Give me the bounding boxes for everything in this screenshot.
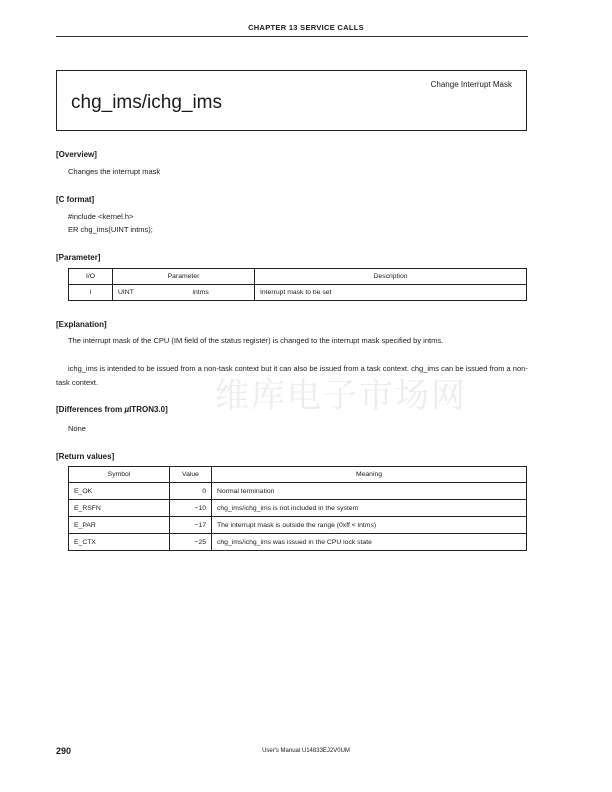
chapter-header: CHAPTER 13 SERVICE CALLS	[248, 23, 364, 32]
watermark: 维库电子市场网	[215, 376, 467, 416]
manual-id: User's Manual U14833EJ2V0UM	[262, 748, 350, 754]
ret-value: −17	[170, 517, 212, 534]
col-parameter-header: Parameter	[113, 269, 255, 285]
table-row	[69, 534, 527, 551]
title-description: Change Interrupt Mask	[430, 80, 512, 89]
c-format-prototype: ER chg_ims(UINT intms);	[68, 225, 153, 234]
col-symbol-header: Symbol	[69, 467, 170, 483]
ret-symbol: E_RSFN	[69, 500, 170, 517]
overview-heading: [Overview]	[56, 150, 97, 159]
table-row	[69, 285, 527, 301]
ret-value: 0	[170, 483, 212, 500]
param-cell	[113, 285, 255, 301]
ret-meaning: chg_ims/ichg_ims was issued in the CPU lock state	[212, 534, 527, 551]
explanation-heading: [Explanation]	[56, 320, 107, 329]
col-value-header: Value	[170, 467, 212, 483]
col-io-header: I/O	[69, 269, 113, 285]
header-rule	[56, 36, 528, 37]
table-row	[69, 483, 527, 500]
ret-value: −10	[170, 500, 212, 517]
mu-symbol: µ	[124, 405, 130, 414]
c-format-heading: [C format]	[56, 195, 95, 204]
c-format-include: #include <kernel.h>	[68, 212, 134, 221]
table-header-row	[69, 467, 527, 483]
param-io: I	[69, 285, 113, 301]
ret-symbol: E_OK	[69, 483, 170, 500]
differences-heading-suffix: ITRON3.0]	[129, 405, 168, 414]
overview-text: Changes the interrupt mask	[68, 167, 161, 176]
ret-symbol: E_CTX	[69, 534, 170, 551]
return-values-heading: [Return values]	[56, 452, 115, 461]
differences-heading	[56, 405, 168, 414]
col-description-header: Description	[255, 269, 527, 285]
explanation-text-1: The interrupt mask of the CPU (IM field of the status register) is changed to the interrupt mask specified by intms.	[68, 336, 444, 345]
title-box	[56, 70, 527, 131]
table-header-row	[69, 269, 527, 285]
differences-text: None	[68, 424, 86, 433]
explanation-text-2: ichg_ims is intended to be issued from a non-task context but it can also be issued from a task context. chg_ims can be issued from a non-task context.	[56, 364, 528, 387]
ret-meaning: The interrupt mask is outside the range (0xff < intms)	[212, 517, 527, 534]
page-title: chg_ims/ichg_ims	[71, 92, 222, 113]
page-number: 290	[56, 746, 72, 756]
param-description: Interrupt mask to be set	[255, 285, 527, 301]
param-name: intms	[192, 289, 209, 296]
parameter-heading: [Parameter]	[56, 253, 101, 262]
ret-meaning: chg_ims/ichg_ims is not included in the system	[212, 500, 527, 517]
table-row	[69, 517, 527, 534]
col-meaning-header: Meaning	[212, 467, 527, 483]
return-values-table	[68, 466, 527, 551]
differences-heading-prefix: [Differences from	[56, 405, 125, 414]
explanation-paragraph-1	[56, 334, 528, 348]
ret-meaning: Normal termination	[212, 483, 527, 500]
parameter-table	[68, 268, 527, 301]
param-type: UINT	[118, 289, 134, 296]
ret-symbol: E_PAR	[69, 517, 170, 534]
ret-value: −25	[170, 534, 212, 551]
table-row	[69, 500, 527, 517]
